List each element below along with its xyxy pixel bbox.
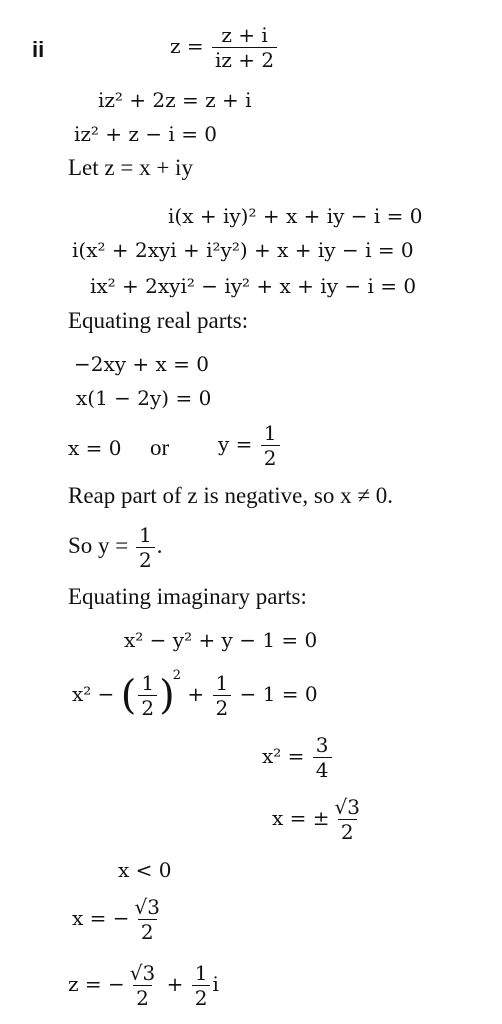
given-numerator: z + i — [221, 23, 268, 47]
z-value-fraction-2 — [192, 962, 211, 1009]
fraction-numerator: 1 — [215, 671, 229, 695]
right-paren: ) — [159, 672, 175, 719]
let-statement: Let z = x + iy — [68, 155, 193, 180]
fraction-numerator: 3 — [315, 733, 329, 757]
x-squared-lhs: x² = — [262, 744, 305, 768]
subst-fraction-2 — [213, 672, 232, 719]
so-y-fraction — [136, 524, 155, 571]
z-value-fraction — [127, 962, 158, 1009]
so-y-suffix: . — [156, 532, 163, 558]
given-equation — [170, 24, 279, 71]
x-value-lhs: x = − — [72, 906, 130, 930]
imaginary-parts-heading: Equating imaginary parts: — [68, 584, 307, 609]
so-y-line — [68, 524, 163, 571]
x-pm-lhs: x = ± — [272, 806, 330, 830]
substitution-line — [72, 664, 318, 719]
part-label: ii — [32, 37, 45, 62]
real-parts-heading: Equating real parts: — [68, 308, 249, 333]
fraction-denominator: 2 — [138, 695, 157, 719]
x-plus-minus-line — [272, 796, 365, 843]
x-squared-line — [262, 734, 334, 781]
expand-line-2: i(x² + 2xyi + i²y²) + x + iy − i = 0 — [72, 238, 414, 262]
subst-plus: + — [187, 682, 205, 706]
x-negative-condition: x < 0 — [118, 858, 172, 882]
real-step-1: −2xy + x = 0 — [74, 352, 210, 376]
left-paren: ( — [120, 672, 137, 719]
fraction-denominator: 4 — [313, 757, 332, 781]
subst-fraction — [138, 672, 157, 719]
z-value-line — [68, 962, 219, 1009]
fraction-denominator: 2 — [133, 985, 152, 1009]
solution-y-half — [218, 422, 282, 469]
step-line-1: iz² + 2z = z + i — [98, 88, 252, 112]
x-squared-fraction — [313, 734, 332, 781]
fraction-denominator: 2 — [261, 445, 280, 469]
fraction-denominator: 2 — [136, 547, 155, 571]
z-value-plus: + — [166, 972, 184, 996]
solution-x-zero: x = 0 — [68, 436, 122, 460]
x-pm-fraction — [332, 796, 363, 843]
or-text: or — [150, 435, 170, 460]
step-line-2: iz² + z − i = 0 — [74, 122, 218, 146]
x-value-fraction — [132, 896, 163, 943]
fraction-numerator: 1 — [263, 421, 277, 445]
given-denominator: iz + 2 — [212, 47, 277, 71]
real-step-2: x(1 − 2y) = 0 — [76, 386, 212, 410]
subst-suffix: − 1 = 0 — [239, 682, 318, 706]
reap-line: Reap part of z is negative, so x ≠ 0. — [68, 483, 393, 508]
subst-prefix: x² − — [72, 682, 115, 706]
z-value-suffix: i — [212, 972, 219, 996]
subst-power: 2 — [172, 668, 182, 683]
solution-y-lhs: y = — [218, 432, 253, 456]
expand-line-1: i(x + iy)² + x + iy − i = 0 — [168, 204, 423, 228]
fraction-numerator: √3 — [134, 895, 160, 919]
fraction-denominator: 2 — [213, 695, 232, 719]
z-value-lhs: z = − — [68, 972, 125, 996]
fraction-denominator: 2 — [138, 919, 157, 943]
given-lhs: z = — [170, 34, 204, 58]
fraction-numerator: 1 — [139, 523, 152, 547]
fraction-numerator: √3 — [334, 795, 360, 819]
fraction-numerator: 1 — [194, 961, 208, 985]
x-value-line — [72, 896, 165, 943]
given-fraction — [212, 24, 277, 71]
solution-y-fraction — [261, 422, 280, 469]
imaginary-equation: x² − y² + y − 1 = 0 — [124, 628, 318, 652]
fraction-numerator: √3 — [129, 961, 156, 985]
fraction-denominator: 2 — [192, 985, 211, 1009]
expand-line-3: ix² + 2xyi² − iy² + x + iy − i = 0 — [90, 274, 417, 298]
fraction-numerator: 1 — [141, 671, 155, 695]
so-y-prefix: So y = — [68, 532, 129, 558]
fraction-denominator: 2 — [338, 819, 357, 843]
